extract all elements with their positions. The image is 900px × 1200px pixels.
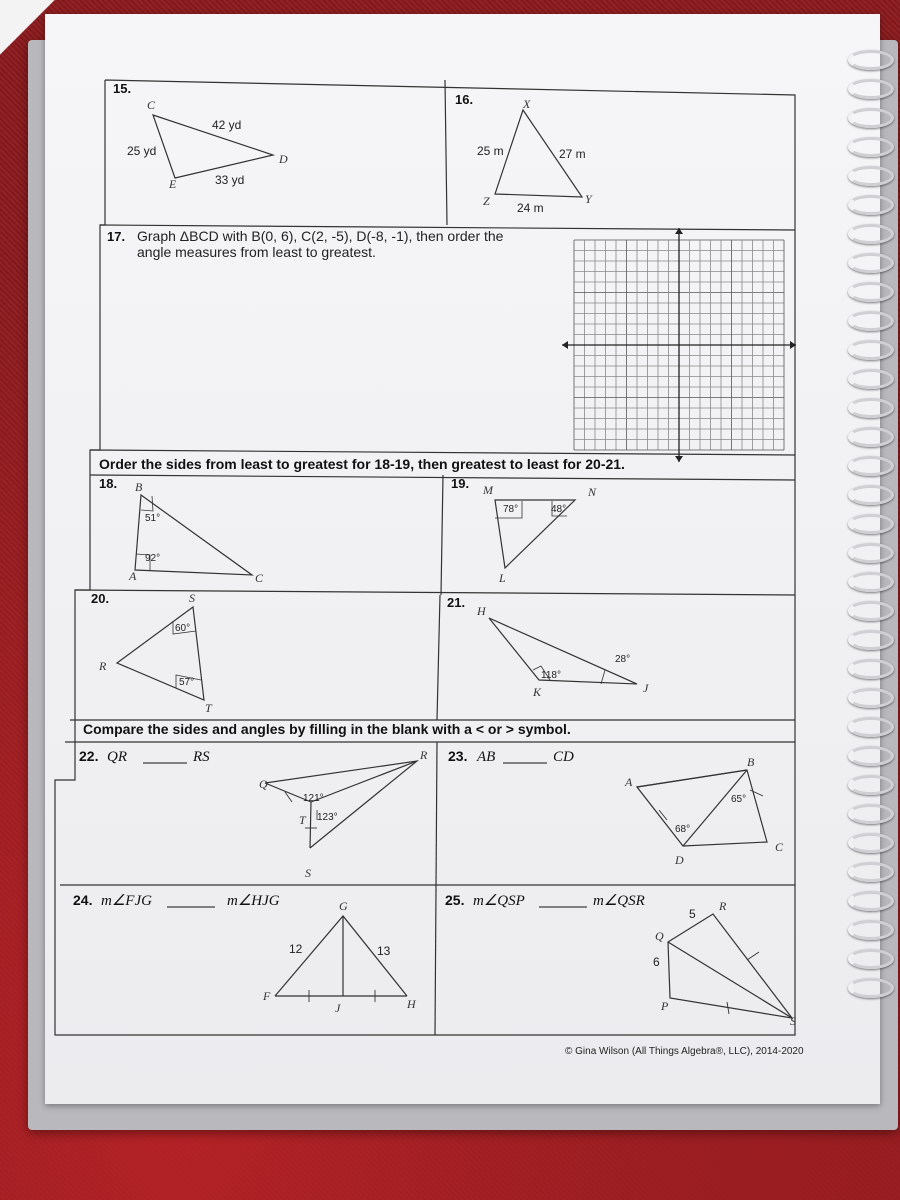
angle-m-measure: 78°: [503, 504, 519, 515]
spiral-coil: [848, 833, 894, 853]
angle-qtr-measure: 121°: [303, 793, 324, 804]
angle-j-measure: 28°: [615, 654, 631, 665]
problem-24-number: 24.: [73, 892, 93, 908]
problem-18-triangle: [128, 480, 264, 585]
problem-23-figure: [624, 755, 784, 867]
spiral-coil: [848, 630, 894, 650]
side-gf-length: 12: [289, 942, 303, 956]
vertex-h: H: [407, 997, 416, 1011]
angle-b-measure: 51°: [145, 513, 161, 524]
vertex-s: S: [790, 1014, 796, 1028]
vertex-d: D: [279, 152, 288, 166]
vertex-p: P: [661, 999, 669, 1013]
vertex-h: H: [477, 604, 486, 618]
side-xy-length: 27 m: [559, 147, 586, 161]
spiral-coil: [848, 108, 894, 128]
problem-21-triangle: [476, 604, 649, 699]
vertex-j: J: [335, 1001, 341, 1015]
problem-25-figure: [653, 899, 796, 1028]
angle-d-measure: 68°: [675, 824, 691, 835]
problem-17-number: 17.: [107, 229, 126, 244]
vertex-m: M: [483, 483, 493, 497]
spiral-coil: [848, 688, 894, 708]
angle-s-measure: 60°: [175, 623, 191, 634]
spiral-coil: [848, 253, 894, 273]
vertex-b: B: [747, 755, 755, 769]
vertex-c: C: [147, 98, 156, 112]
copyright-footer: © Gina Wilson (All Things Algebra®, LLC), 2014-2020: [565, 1046, 804, 1057]
axis-arrow-icon: [562, 341, 568, 349]
vertex-k: K: [533, 685, 542, 699]
problem-15-number: 15.: [113, 81, 132, 96]
problem-22-figure: [259, 748, 428, 880]
problem-17-line2: angle measures from least to greatest.: [137, 244, 376, 260]
problem-25-left: m∠QSP: [473, 893, 525, 909]
vertex-e: E: [169, 177, 177, 191]
side-qr-length: 5: [689, 907, 696, 921]
problem-17-line1: Graph ΔBCD with B(0, 6), C(2, -5), D(-8, -1), then order the: [137, 228, 504, 244]
vertex-g: G: [339, 899, 348, 913]
problem-22-number: 22.: [79, 748, 99, 764]
vertex-j: J: [643, 681, 649, 695]
problem-21-number: 21.: [447, 595, 466, 610]
vertex-t: T: [299, 813, 306, 827]
spiral-coil: [848, 920, 894, 940]
spiral-coil: [848, 659, 894, 679]
spiral-coil: [848, 456, 894, 476]
problem-16-number: 16.: [455, 92, 474, 107]
problem-19-triangle: [482, 483, 597, 585]
spiral-coil: [848, 79, 894, 99]
vertex-z: Z: [483, 194, 490, 208]
problem-24-left: m∠FJG: [101, 893, 152, 909]
spiral-coil: [848, 340, 894, 360]
problem-24-right: m∠HJG: [227, 893, 280, 909]
vertex-t: T: [205, 701, 212, 715]
problem-24-prompt: [73, 892, 280, 909]
problem-23-right: CD: [553, 749, 574, 765]
spiral-coil: [848, 804, 894, 824]
vertex-q: Q: [259, 777, 268, 791]
spiral-coil: [848, 572, 894, 592]
problem-23-prompt: [448, 748, 574, 765]
problem-20-number: 20.: [91, 591, 110, 606]
spiral-coil: [848, 543, 894, 563]
angle-rts-measure: 123°: [317, 812, 338, 823]
angle-k-measure: 118°: [541, 670, 561, 681]
spiral-coil: [848, 717, 894, 737]
vertex-s: S: [305, 866, 311, 880]
vertex-y: Y: [585, 192, 592, 206]
section-order-instructions: Order the sides from least to greatest for 18-19, then greatest to least for 20-21.: [99, 456, 625, 472]
problem-22-right: RS: [193, 749, 210, 765]
problem-17-text: [107, 229, 125, 244]
spiral-coil: [848, 137, 894, 157]
problem-19-number: 19.: [451, 476, 470, 491]
angle-n-measure: 48°: [551, 504, 567, 515]
spiral-coil: [848, 978, 894, 998]
spiral-coil: [848, 949, 894, 969]
vertex-d: D: [675, 853, 684, 867]
vertex-x: X: [523, 97, 531, 111]
side-gh-length: 13: [377, 944, 391, 958]
spiral-coil: [848, 514, 894, 534]
spiral-coil: [848, 166, 894, 186]
spiral-coil: [848, 398, 894, 418]
spiral-coil: [848, 485, 894, 505]
axis-arrow-icon: [675, 456, 683, 462]
vertex-r: R: [99, 659, 107, 673]
spiral-coil: [848, 891, 894, 911]
side-ed-length: 33 yd: [215, 173, 245, 187]
worksheet: [55, 80, 810, 1057]
problem-23-number: 23.: [448, 748, 468, 764]
side-cd-length: 42 yd: [212, 118, 242, 132]
problem-20-triangle: [98, 591, 213, 715]
spiral-coil: [848, 311, 894, 331]
vertex-c: C: [775, 840, 784, 854]
angle-t-measure: 57°: [179, 677, 195, 688]
vertex-l: L: [499, 571, 506, 585]
problem-23-left: AB: [477, 749, 496, 765]
spiral-coil: [848, 427, 894, 447]
spiral-coil: [848, 601, 894, 621]
problem-25-number: 25.: [445, 892, 465, 908]
vertex-a: A: [129, 569, 137, 583]
problem-25-right: m∠QSR: [593, 893, 645, 909]
vertex-f: F: [263, 989, 271, 1003]
spiral-coil: [848, 195, 894, 215]
spiral-coil: [848, 775, 894, 795]
problem-25-prompt: [445, 892, 645, 909]
worksheet-grid-lines: [55, 80, 795, 1035]
vertex-c: C: [255, 571, 264, 585]
spiral-coil: [848, 224, 894, 244]
section-compare-instructions: Compare the sides and angles by filling in the blank with a < or > symbol.: [83, 721, 571, 737]
side-zy-length: 24 m: [517, 201, 544, 215]
problem-24-figure: [262, 899, 417, 1015]
spiral-binding: [850, 50, 900, 1010]
vertex-q: Q: [655, 929, 664, 943]
vertex-r: R: [719, 899, 727, 913]
spiral-coil: [848, 50, 894, 70]
problem-15-triangle: [127, 98, 288, 191]
spiral-coil: [848, 282, 894, 302]
side-qp-length: 6: [653, 955, 660, 969]
angle-b-measure: 65°: [731, 794, 747, 805]
side-zx-length: 25 m: [477, 144, 504, 158]
spiral-coil: [848, 746, 894, 766]
vertex-b: B: [135, 480, 143, 494]
vertex-a: A: [625, 775, 633, 789]
problem-22-left: QR: [107, 749, 127, 765]
spiral-coil: [848, 862, 894, 882]
vertex-n: N: [588, 485, 597, 499]
spiral-coil: [848, 369, 894, 389]
angle-a-measure: 92°: [145, 553, 161, 564]
side-ce-length: 25 yd: [127, 144, 157, 158]
coordinate-grid[interactable]: [562, 228, 796, 462]
vertex-r: R: [420, 748, 428, 762]
problem-16-triangle: [477, 97, 593, 215]
problem-18-number: 18.: [99, 476, 118, 491]
problem-22-prompt: [79, 748, 210, 765]
vertex-s: S: [189, 591, 195, 605]
